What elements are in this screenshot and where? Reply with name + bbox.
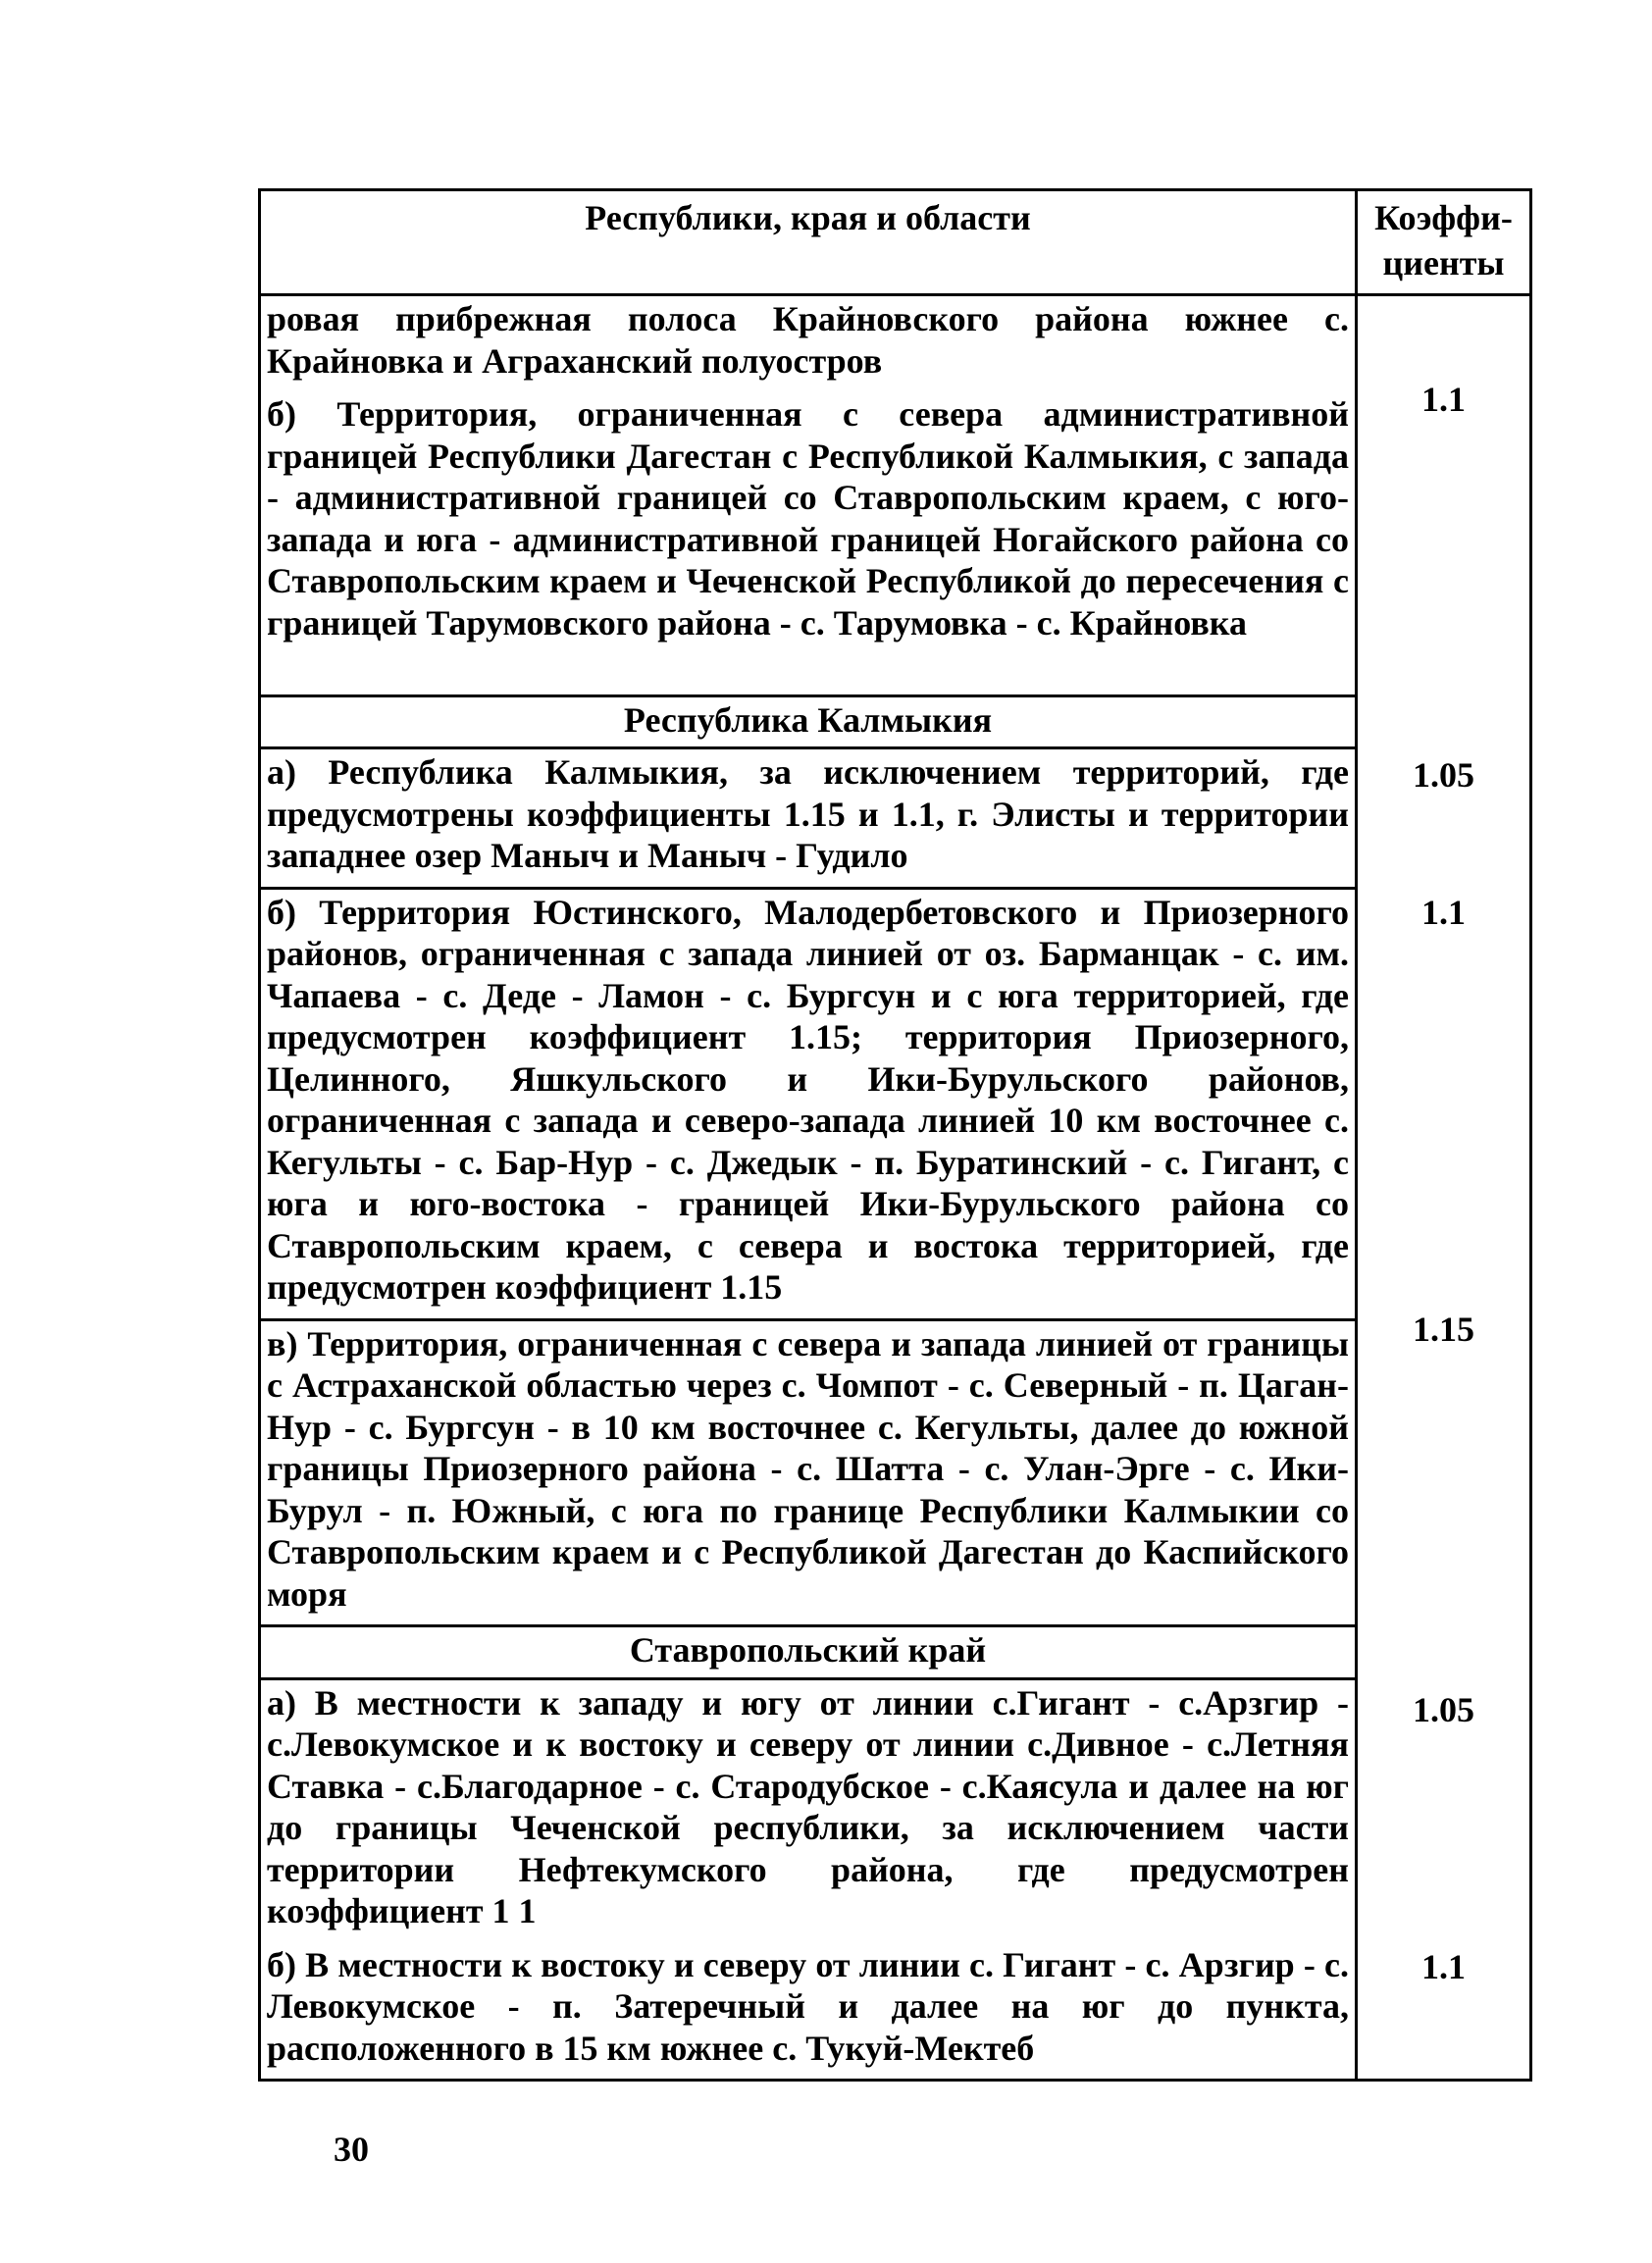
- table-row: [260, 1319, 1531, 1626]
- row-text: б) Территория, ограниченная с севера административной границей Республики Дагестан с Республикой Калмыкия, с запада - административной границей со Ставропольским краем, с юго-запада и юга - административной границей Ногайского района со Ставропольским краем и Чеченской Республикой до пересечения с границей Тарумовского района - с. Тарумовка - с. Крайновка: [260, 391, 1357, 695]
- row-coef: [1357, 295, 1531, 696]
- page-number: 30: [334, 2130, 369, 2169]
- section-row: [260, 695, 1531, 748]
- coef-value: 1.05: [1413, 1689, 1474, 1729]
- section-heading-kalmykia: Республика Калмыкия: [260, 695, 1357, 748]
- coef-value: 1.15: [1413, 1310, 1474, 1349]
- coef-column-kalmykia: [1357, 695, 1531, 1626]
- table-row: [260, 1678, 1531, 1942]
- section-row: [260, 1626, 1531, 1679]
- table-row: [260, 295, 1531, 392]
- table-header-row: [260, 190, 1531, 295]
- row-text: б) Территория Юстинского, Малодербетовского и Приозерного районов, ограниченная с запада линией от оз. Барманцак - с. им. Чапаева - с. Деде - Ламон - с. Бургсун и с юга территорией, где предусмотрен коэффициент 1.15; территория Приозерного, Целинного, Яшкульского и Ики-Бурульского районов, ограниченная с запада и северо-запада линией 10 км восточнее с. Кегульты - с. Бар-Нур - с. Джедык - п. Буратинский - с. Гигант, с юга и юго-востока - границей Ики-Бурульского района со Ставропольским краем, с севера и востока территорией, где предусмотрен коэффициент 1.15: [260, 888, 1357, 1319]
- coefficients-table: [258, 188, 1532, 2082]
- section-heading-stavropol: Ставропольский край: [260, 1626, 1357, 1679]
- row-text: ровая прибрежная полоса Крайновского района южнее с. Крайновка и Аграханский полуостров: [260, 295, 1357, 392]
- table-row: [260, 888, 1531, 1319]
- coef-value: 1.1: [1421, 893, 1466, 932]
- coef-value: 1.1: [1421, 380, 1466, 419]
- table-row: [260, 1942, 1531, 2081]
- coef-column-stavropol: [1357, 1626, 1531, 2081]
- row-text: а) Республика Калмыкия, за исключением территорий, где предусмотрены коэффициенты 1.15 и 1.1, г. Элисты и территории западнее озер Маныч и Маныч - Гудило: [260, 748, 1357, 889]
- coef-value: 1.05: [1413, 755, 1474, 795]
- row-text: б) В местности к востоку и северу от линии с. Гигант - с. Арзгир - с. Левокумское - п. Затеречный и далее на юг до пункта, расположенного в 15 км южнее с. Тукуй-Мектеб: [260, 1942, 1357, 2081]
- table-row: [260, 748, 1531, 889]
- coef-value: 1.1: [1421, 1946, 1466, 1986]
- header-coefficients: Коэффи- циенты: [1357, 190, 1531, 295]
- table-row: [260, 391, 1531, 695]
- row-text: а) В местности к западу и югу от линии с.Гигант - с.Арзгир - с.Левокумское и к востоку и северу от линии с.Дивное - с.Летняя Ставка - с.Благодарное - с. Стародубское - с.Каясула и далее на юг до границы Чеченской республики, за исключением части территории Нефтекумского района, где предусмотрен коэффициент 1 1: [260, 1678, 1357, 1942]
- header-regions: Республики, края и области: [260, 190, 1357, 295]
- row-text: в) Территория, ограниченная с севера и запада линией от границы с Астраханской областью через с. Чомпот - с. Северный - п. Цаган-Нур - с. Бургсун - в 10 км восточнее с. Кегульты, далее до южной границы Приозерного района - с. Шатта - с. Улан-Эрге - с. Ики-Бурул - п. Южный, с юга по границе Республики Калмыкии со Ставропольским краем и с Республикой Дагестан до Каспийского моря: [260, 1319, 1357, 1626]
